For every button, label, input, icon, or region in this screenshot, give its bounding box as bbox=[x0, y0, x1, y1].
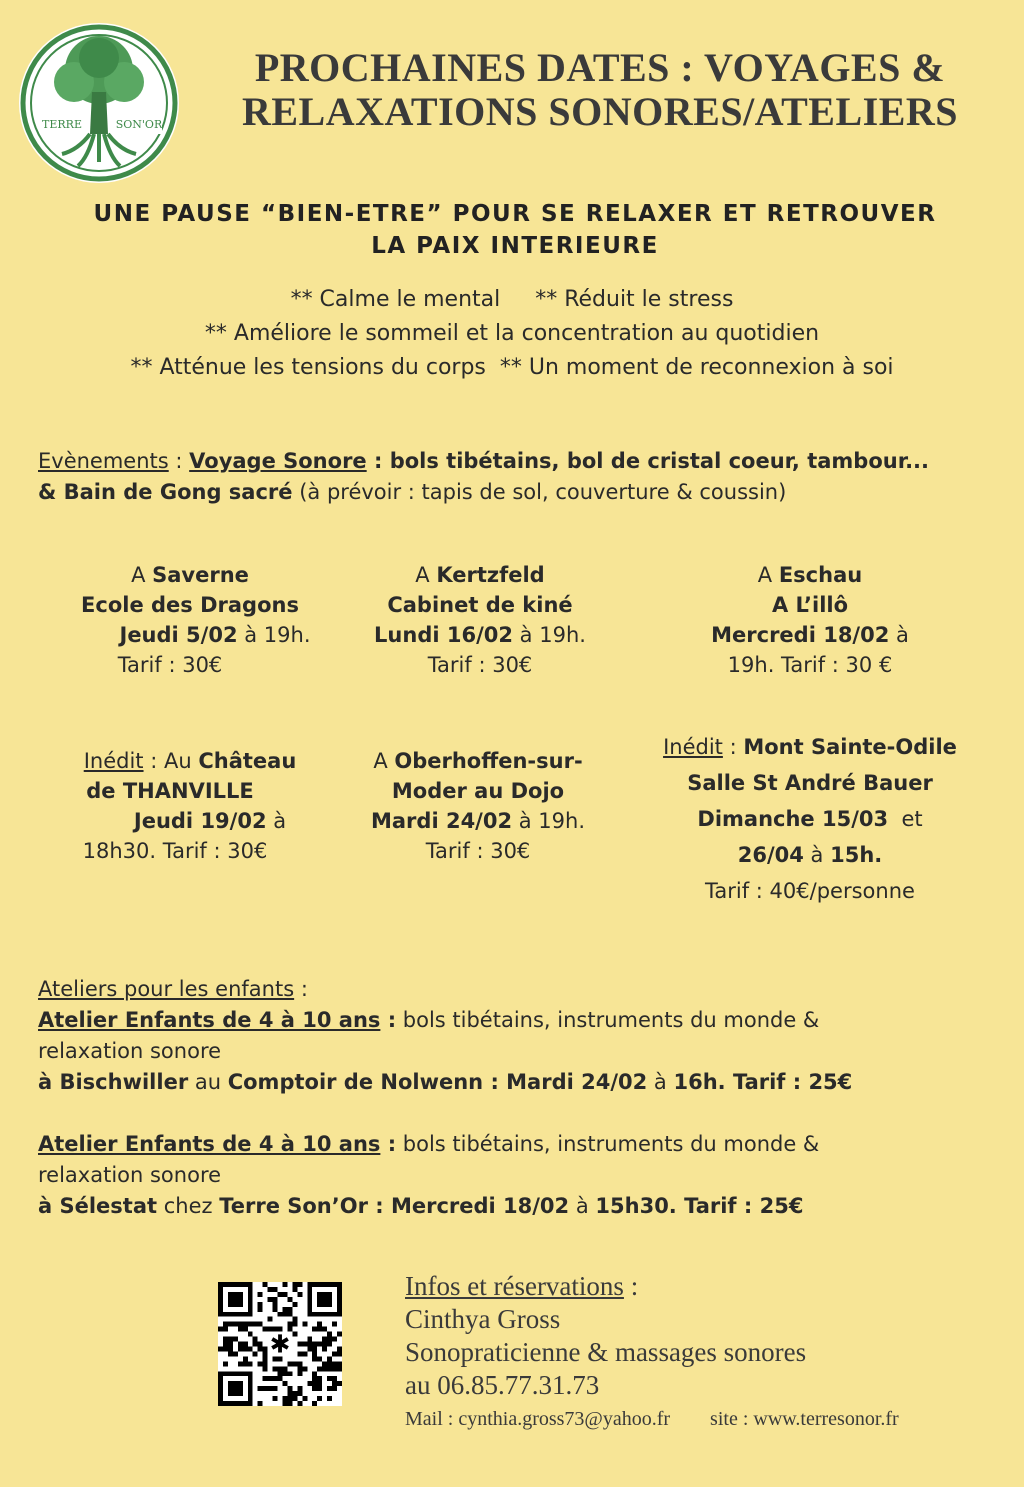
logo-text-left: TERRE bbox=[42, 118, 82, 131]
event-venue-2: de THANVILLE bbox=[86, 779, 254, 803]
event-prefix: A bbox=[131, 563, 153, 587]
workshop-time-prefix: à bbox=[569, 1194, 596, 1218]
event-date-2: 26/04 bbox=[737, 843, 804, 867]
event-prefix: A bbox=[757, 563, 779, 587]
events-sep: : bbox=[168, 449, 190, 473]
event-venue: Château bbox=[198, 749, 297, 773]
voyage-sonore-label: Voyage Sonore bbox=[189, 449, 367, 473]
workshop-time-prefix: à bbox=[647, 1070, 674, 1094]
workshop-title: Atelier Enfants de 4 à 10 ans bbox=[38, 1008, 381, 1032]
event-venue: A L’illô bbox=[771, 593, 849, 617]
event-price: 18h30. Tarif : 30€ bbox=[82, 839, 268, 863]
event-card-kertzfeld bbox=[330, 560, 630, 680]
contact-footer bbox=[405, 1408, 1005, 1431]
gong-note: (à prévoir : tapis de sol, couverture & coussin) bbox=[292, 480, 787, 504]
event-date: Jeudi 19/02 bbox=[133, 809, 267, 833]
event-date: Mercredi 18/02 bbox=[711, 623, 890, 647]
event-city: Oberhoffen-sur- bbox=[394, 749, 583, 773]
subtitle-line-2: LA PAIX INTERIEURE bbox=[371, 233, 659, 259]
workshop-desc: bols tibétains, instruments du monde & bbox=[396, 1008, 820, 1032]
subtitle bbox=[40, 198, 990, 262]
workshop-place: à Bischwiller bbox=[38, 1070, 189, 1094]
event-time: à 19h. bbox=[237, 623, 311, 647]
gong-label: & Bain de Gong sacré bbox=[38, 480, 293, 504]
event-time: à 19h. bbox=[512, 809, 586, 833]
benefit-line-3: ** Atténue les tensions du corps ** Un moment de reconnexion à soi bbox=[130, 355, 894, 380]
benefit-line-1: ** Calme le mental ** Réduit le stress bbox=[290, 287, 734, 312]
event-and: et bbox=[888, 807, 923, 831]
event-card-thanville bbox=[40, 746, 340, 866]
svg-text:✱: ✱ bbox=[269, 1329, 291, 1359]
qr-code[interactable] bbox=[218, 1282, 342, 1406]
workshop-place-mid: au bbox=[188, 1070, 228, 1094]
kids-heading: Ateliers pour les enfants bbox=[38, 977, 295, 1001]
event-venue: Ecole des Dragons bbox=[81, 593, 299, 617]
workshop-place: à Sélestat bbox=[38, 1194, 158, 1218]
event-date-1: Dimanche 15/03 bbox=[697, 807, 889, 831]
event-prefix: : bbox=[722, 735, 744, 759]
event-time: à bbox=[889, 623, 909, 647]
event-prefix: A bbox=[415, 563, 437, 587]
event-card-mont-sainte-odile bbox=[640, 729, 980, 909]
event-price: Tarif : 30€ bbox=[427, 653, 533, 677]
event-date: Lundi 16/02 bbox=[374, 623, 513, 647]
event-city: Kertzfeld bbox=[436, 563, 545, 587]
contact-name: Cinthya Gross bbox=[405, 1304, 561, 1334]
event-venue: Cabinet de kiné bbox=[387, 593, 573, 617]
event-time-prefix: à bbox=[803, 843, 831, 867]
voyage-desc: : bols tibétains, bol de cristal coeur, tambour... bbox=[366, 449, 930, 473]
kids-workshops bbox=[38, 974, 998, 1222]
event-city-2: Moder au Dojo bbox=[391, 779, 565, 803]
terre-sonor-logo bbox=[18, 22, 180, 184]
event-date: Mardi 24/02 bbox=[370, 809, 513, 833]
event-card-oberhoffen bbox=[328, 746, 628, 866]
contact-mail[interactable]: Mail : cynthia.gross73@yahoo.fr bbox=[405, 1408, 671, 1430]
event-prefix: A bbox=[373, 749, 395, 773]
event-price: Tarif : 30€ bbox=[117, 653, 223, 677]
workshop-time: 16h. Tarif : 25€ bbox=[673, 1070, 853, 1094]
event-time: à bbox=[266, 809, 287, 833]
event-tag-inedit: Inédit bbox=[83, 749, 144, 773]
event-price: 19h. Tarif : 30 € bbox=[727, 653, 893, 677]
subtitle-line-1: UNE PAUSE “BIEN-ETRE” POUR SE RELAXER ET RETROUVER bbox=[93, 201, 937, 227]
events-intro bbox=[38, 446, 1018, 508]
workshop-desc: bols tibétains, instruments du monde & bbox=[396, 1132, 820, 1156]
benefit-line-2: ** Améliore le sommeil et la concentration au quotidien bbox=[204, 321, 820, 346]
contact-block bbox=[405, 1270, 806, 1402]
event-city: Eschau bbox=[778, 563, 863, 587]
kids-heading-sep: : bbox=[294, 977, 308, 1001]
event-tag-inedit: Inédit bbox=[663, 735, 723, 759]
title-line-2: RELAXATIONS SONORES/ATELIERS bbox=[241, 89, 959, 134]
page-title bbox=[200, 46, 1000, 134]
event-venue-2: Salle St André Bauer bbox=[687, 771, 933, 795]
workshop-desc-2: relaxation sonore bbox=[38, 1163, 222, 1187]
contact-heading-sep: : bbox=[623, 1271, 639, 1301]
contact-site[interactable]: site : www.terresonor.fr bbox=[710, 1408, 899, 1430]
event-time: 15h. bbox=[830, 843, 883, 867]
event-city: Saverne bbox=[152, 563, 249, 587]
workshop-place-mid: chez bbox=[157, 1194, 220, 1218]
events-label: Evènements bbox=[38, 449, 169, 473]
workshop-desc-2: relaxation sonore bbox=[38, 1039, 222, 1063]
workshop-sep: : bbox=[380, 1008, 397, 1032]
workshop-time: 15h30. Tarif : 25€ bbox=[595, 1194, 804, 1218]
event-price: Tarif : 30€ bbox=[425, 839, 531, 863]
event-card-eschau bbox=[660, 560, 960, 680]
event-prefix: : Au bbox=[143, 749, 199, 773]
event-card-saverne bbox=[40, 560, 340, 680]
contact-heading: Infos et réservations bbox=[405, 1271, 624, 1301]
event-venue: Mont Sainte-Odile bbox=[743, 735, 957, 759]
workshop-venue: Comptoir de Nolwenn : Mardi 24/02 bbox=[227, 1070, 648, 1094]
logo-text-right: SON'OR bbox=[115, 118, 163, 131]
event-price: Tarif : 40€/personne bbox=[705, 879, 915, 903]
title-line-1: PROCHAINES DATES : VOYAGES & bbox=[254, 45, 946, 90]
contact-role: Sonopraticienne & massages sonores bbox=[405, 1337, 807, 1367]
workshop-sep: : bbox=[380, 1132, 397, 1156]
event-time: à 19h. bbox=[513, 623, 586, 647]
event-date: Jeudi 5/02 bbox=[119, 623, 238, 647]
workshop-title: Atelier Enfants de 4 à 10 ans bbox=[38, 1132, 381, 1156]
contact-phone[interactable]: au 06.85.77.31.73 bbox=[405, 1370, 600, 1400]
workshop-venue: Terre Son’Or : Mercredi 18/02 bbox=[219, 1194, 570, 1218]
